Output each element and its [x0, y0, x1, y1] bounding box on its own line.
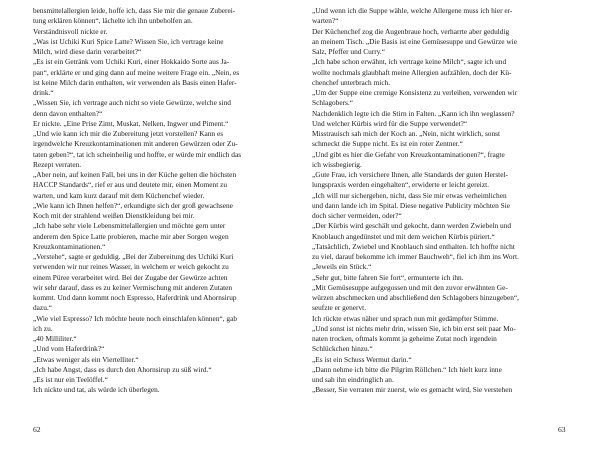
text-line: wir sehr darauf, dass es zu keiner Vermischung mit anderen Zutaten [33, 282, 233, 292]
text-line: „Tatsächlich, Zwiebel und Knoblauch sind enthalten. Ich hoffte nicht [312, 241, 515, 251]
text-line: HACCP Standards“, rief er aus und deutete mir, einen Moment zu [33, 180, 227, 190]
text-line: ich wissbegierig. [312, 159, 362, 169]
text-line: „Und sonst ist nichts mehr drin, wissen Sie, ich bin erst seit paar Mo- [312, 323, 516, 333]
text-line: „Ich habe schon erwähnt, ich vertrage keine Milch“, sagte ich und [312, 57, 507, 67]
text-line: „Wie kann ich Ihnen helfen?“, erkundigte sich der groß gewachsene [33, 200, 233, 210]
text-line: Schlückchen hinzu.“ [312, 344, 373, 354]
text-line: „Aber nein, auf keinen Fall, bei uns in der Küche gelten die höchsten [33, 170, 237, 179]
text-line: Rezept verraten. [33, 159, 82, 169]
page-number-left: 62 [33, 425, 41, 434]
text-line: naten trocken, oftmals kommt ja geheime Zutat noch irgendein [312, 334, 497, 343]
text-line: Kreuzkontaminationen.“ [33, 241, 106, 251]
text-line: warten?“ [312, 16, 339, 26]
text-line: irgendwelche Kreuzkontaminationen mit anderen Gewürzen oder Zu- [33, 139, 238, 149]
text-line: Und welcher Kürbis wird für die Suppe verwendet?“ [312, 118, 468, 128]
text-line: ich zu. [33, 323, 53, 333]
text-line: „Und vom Haferdrink?“ [33, 344, 105, 354]
text-line: „Jeweils ein Stück.“ [312, 262, 372, 272]
text-line: „Der Kürbis wird geschält und gekocht, dann werden Zwiebeln und [312, 221, 512, 231]
text-line: chenchef unterbrach mich. [312, 77, 391, 87]
text-line: „Es ist ein Getränk vom Uchiki Kuri, einer Hokkaido Sorte aus Ja- [33, 57, 230, 67]
text-line: „Und gibt es hier die Gefahr von Kreuzkontaminationen?“, fragte [312, 149, 505, 159]
text-line: und dann lande ich im Spital. Diese negative Publicity möchten Sie [312, 200, 511, 210]
text-line: denn davon enthalten?“ [33, 108, 103, 118]
text-line: „Verstehe“, sagte er geduldig. „Bei der Zubereitung des Uchiki Kuri [33, 252, 234, 261]
text-line: Ich rückte etwas näher und sprach nun mit gedämpfter Stimme. [312, 313, 499, 323]
text-line: „Ich habe Angst, dass es durch den Ahornsirup zu süß wird.“ [33, 364, 212, 374]
text-line: „Wissen Sie, ich vertrage auch nicht so viele Gewürze, welche sind [33, 98, 231, 108]
text-line: „Ich habe sehr viele Lebensmittelallergien und möchte gern unter [33, 221, 226, 231]
text-line: „Sehr gut, bitte fahren Sie fort“, ermunterte ich ihn. [312, 272, 464, 282]
text-line: „Es ist nur ein Teelöffel.“ [33, 375, 108, 384]
text-line: „Ich will nur sichergehen, nicht, dass Sie mir etwas verheimlichen [312, 190, 507, 200]
text-line: „40 Milliliter.“ [33, 334, 77, 343]
text-line: „Um der Suppe eine cremige Konsistenz zu verleihen, verwenden wir [312, 88, 518, 97]
left-page [33, 6, 290, 396]
text-line: dazu.“ [33, 303, 52, 313]
text-line: Schlagobers.“ [312, 98, 353, 108]
text-line: Misstrauisch sah mich der Koch an. „Nein, nicht wirklich, sonst [312, 129, 501, 138]
text-line: einem Püree verarbeitet wird. Bei der Zugabe der Gewürze achten [33, 272, 228, 282]
text-line: anderem den Spice Latte probieren, mache mir aber Sorgen wegen [33, 231, 229, 241]
text-line: warten, und kam kurz darauf mit dem Küchenchef wieder. [33, 190, 205, 200]
page-number-right: 63 [558, 425, 566, 434]
text-line: Der Küchenchef zog die Augenbraue hoch, verharrte aber geduldig [312, 26, 510, 36]
text-line: doch sicher vermeiden, oder?“ [312, 211, 402, 220]
text-line: wollte nochmals glaubhaft meine Allergien aufzählen, doch der Kü- [312, 67, 512, 77]
text-line: an meinem Tisch. „Die Basis ist eine Gemüsesuppe und Gewürze wie [312, 36, 517, 46]
text-line: „Und wenn ich die Suppe wähle, welche Allergene muss ich hier er- [312, 6, 513, 15]
text-line: „Besser, Sie verraten mir zuerst, wie es gemacht wird, Sie verstehen [312, 385, 513, 395]
text-line: taten geben?“, tat ich scheinheilig und hoffte, er würde mir endlich das [33, 149, 242, 159]
text-line: „Mit Gemüsesuppe aufgegossen und mit den zuvor erwähnten Ge- [312, 282, 508, 292]
text-line: seufzte er genervt. [312, 303, 367, 313]
text-line: „Was ist Uchiki Kuri Spice Latte? Wissen Sie, ich vertrage keine [33, 36, 224, 46]
text-line: Ich nickte und tat, als würde ich überlegen. [33, 385, 160, 395]
text-line: „Es ist ein Schuss Wermut darin.“ [312, 354, 412, 364]
text-line: Milch, wird diese darin verarbeitet?“ [33, 47, 142, 56]
text-line: pan“, erklärte er und ging dann auf meine weitere Frage ein. „Nein, es [33, 67, 240, 77]
text-line: Nachdenklich legte ich die Stirn in Falten. „Kann ich ihn weglassen? [312, 108, 515, 118]
text-line: drink.“ [33, 88, 54, 97]
text-line: würzen abschmecken und abschließend den Schlagobers hinzugeben“, [312, 293, 519, 302]
text-line: schmeckt die Suppe nicht. Es ist ein roter Zentner.“ [312, 139, 463, 149]
text-line: zu viel, darauf bekomme ich immer Bauchweh“, fiel ich ihm ins Wort. [312, 252, 519, 261]
text-line: „Gute Frau, ich versichere Ihnen, alle Standards der guten Herstel- [312, 170, 508, 179]
text-line: Koch mit der strahlend weißen Dienstkleidung bei mir. [33, 211, 195, 220]
text-line: „Etwas weniger als ein Viertelliter.“ [33, 354, 139, 364]
text-line: „Und wie kann ich mir die Zubereitung jetzt vorstellen? Kann es [33, 129, 224, 138]
text-line: bensmittelallergien leide, hoffe ich, dass Sie mir die genaue Zuberei- [33, 6, 236, 15]
text-line: Er nickte. „Eine Prise Zimt, Muskat, Nelken, Ingwer und Piment.“ [33, 118, 229, 128]
text-line: „Wie viel Espresso? Ich möchte heute noch einschlafen können“, gab [33, 313, 238, 323]
text-line: tung erklären können“, lächelte ich ihn unbeholfen an. [33, 16, 193, 26]
text-line: verwenden wir nur reines Wasser, in welchem er weich gekocht zu [33, 262, 229, 272]
right-page [312, 6, 569, 396]
text-line: Verständnisvoll nickte er. [33, 26, 108, 36]
text-line: und sah ihn eindringlich an. [312, 375, 394, 384]
text-line: kommt. Und dann kommt noch Espresso, Haferdrink und Ahornsirup [33, 293, 237, 302]
text-line: Salz, Pfeffer und Curry.“ [312, 47, 386, 56]
text-line: lungspraxis werden eingehalten“, erwiderte er leicht gereizt. [312, 180, 489, 190]
text-line: ist keine Milch darin enthalten, wir verwenden als Basis einen Hafer- [33, 77, 237, 87]
text-line: „Dann nehme ich bitte die Pilgrim Röllchen.“ Ich hielt kurz inne [312, 364, 502, 374]
text-line: Knoblauch angedünstet und mit dem weichen Kürbis püriert.“ [312, 231, 495, 241]
